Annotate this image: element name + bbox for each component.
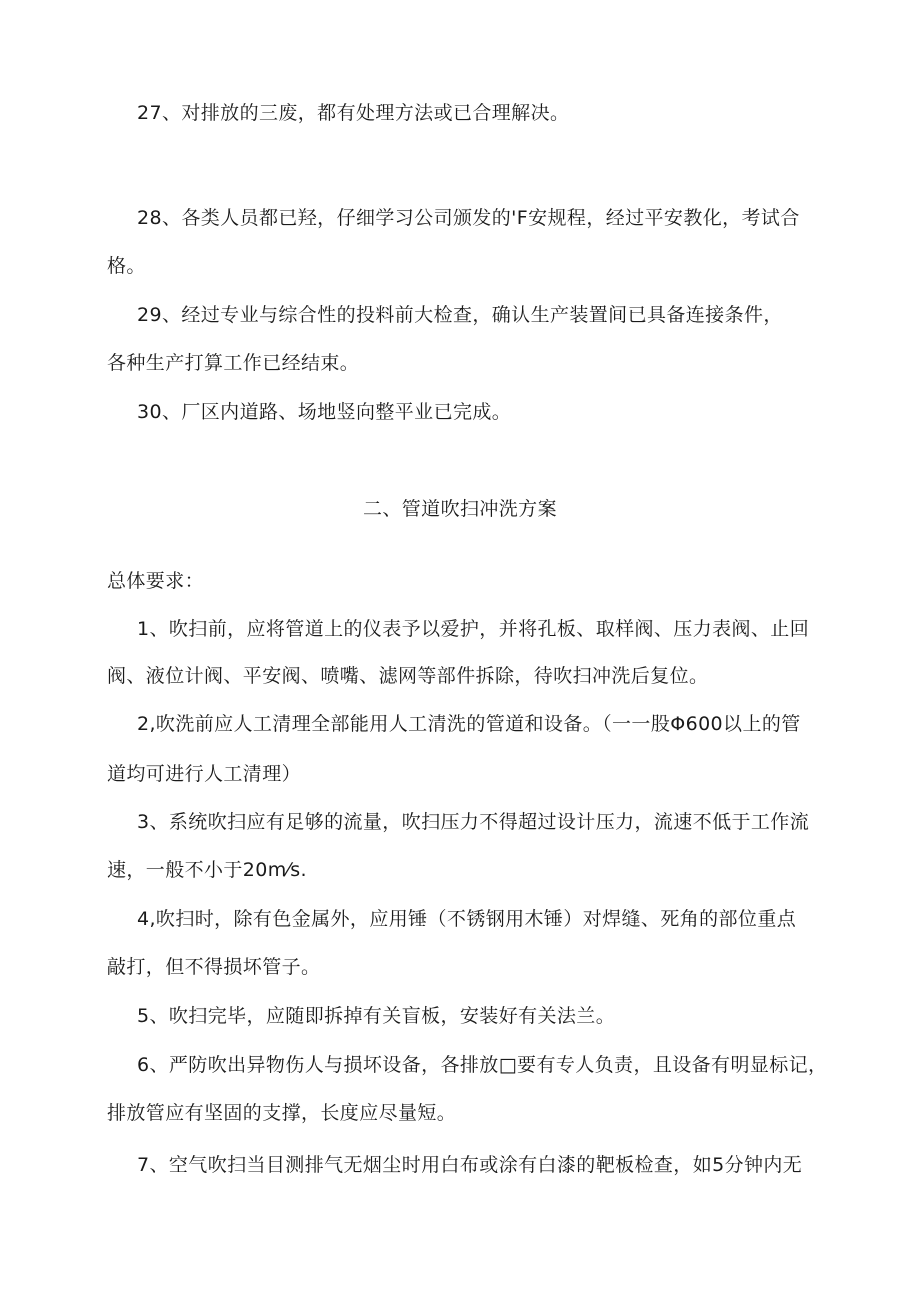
item-28-line-1: 28、各类人员都已羟，仔细学习公司颁发的'F安规程，经过平安教化，考试合 — [137, 207, 800, 229]
section-title: 二、管道吹扫冲洗方案 — [362, 498, 557, 520]
requirement-2-line-2: 道均可进行人工清理） — [107, 763, 302, 785]
item-29-line-1: 29、经过专业与综合性的投料前大检查，确认生产装置间已具备连接条件， — [137, 304, 783, 326]
requirement-6-line-1: 6、严防吹出异物伤人与损坏设备，各排放□要有专人负责，且设备有明显标记， — [137, 1054, 828, 1076]
requirement-4-line-1: 4,吹扫时，除有色金属外，应用锤（不锈钢用木锤）对焊缝、死角的部位重点 — [137, 908, 797, 930]
requirement-6-line-2: 排放管应有坚固的支撑，长度应尽量短。 — [107, 1102, 457, 1124]
item-28-line-2: 格。 — [107, 255, 146, 277]
general-requirements-label: 总体要求： — [107, 570, 205, 592]
requirement-1-line-1: 1、吹扫前，应将管道上的仪表予以爱护，并将孔板、取样阀、压力表阀、止回 — [137, 618, 810, 640]
requirement-2-line-1: 2,吹洗前应人工清理全部能用人工清洗的管道和设备。（一一股Φ600以上的管 — [137, 713, 801, 735]
item-27: 27、对排放的三废，都有处理方法或已合理解决。 — [137, 102, 570, 124]
requirement-3-line-1: 3、系统吹扫应有足够的流量，吹扫压力不得超过设计压力，流速不低于工作流 — [137, 811, 810, 833]
requirement-1-line-2: 阀、液位计阀、平安阀、喷嘴、滤网等部件拆除，待吹扫冲洗后复位。 — [107, 665, 709, 687]
requirement-3-line-2: 速，一般不小于20m⁄s. — [107, 859, 307, 881]
requirement-4-line-2: 敲打，但不得损坏管子。 — [107, 956, 321, 978]
item-29-line-2: 各种生产打算工作已经结束。 — [107, 352, 360, 374]
item-30: 30、厂区内道路、场地竖向整平业已完成。 — [137, 401, 512, 423]
requirement-5: 5、吹扫完毕，应随即拆掉有关盲板，安装好有关法兰。 — [137, 1005, 616, 1027]
requirement-7-line-1: 7、空气吹扫当目测排气无烟尘时用白布或涂有白漆的靶板检查，如5分钟内无 — [137, 1154, 803, 1176]
